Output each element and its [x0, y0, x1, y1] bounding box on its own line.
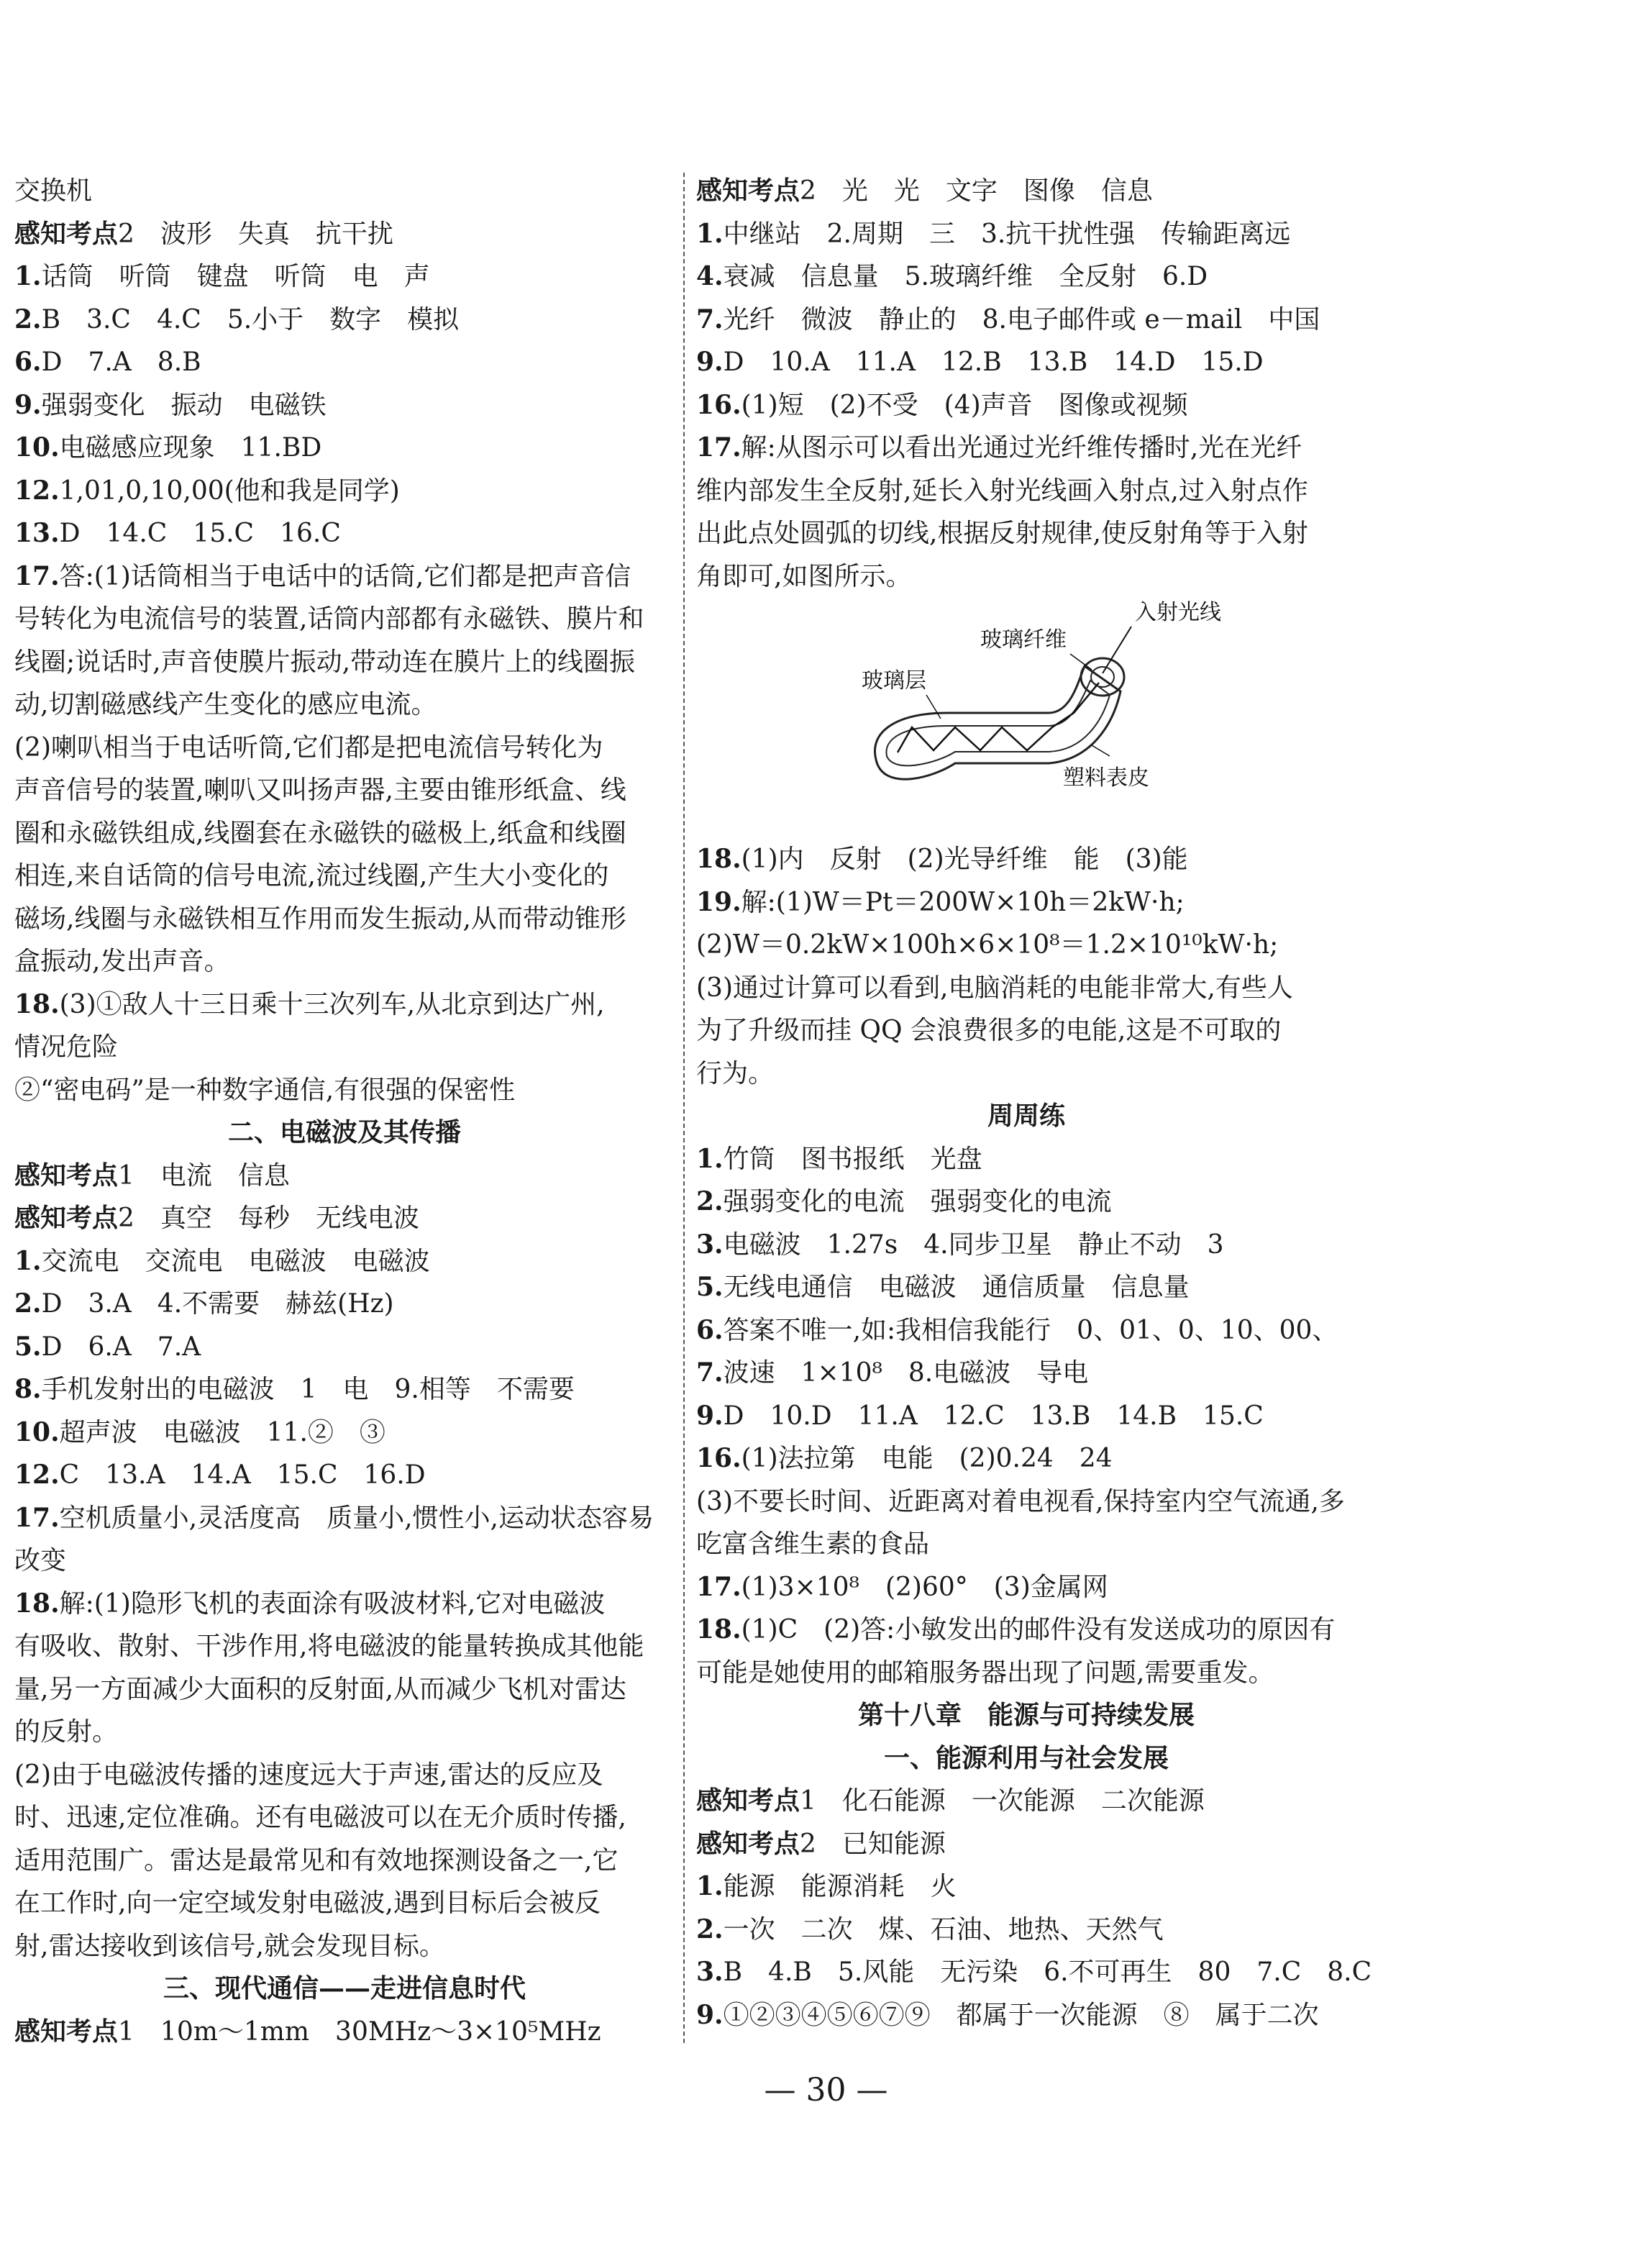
item-label: 9. — [14, 389, 42, 420]
item-label: 5. — [696, 1272, 724, 1302]
item-text: 交换机 — [14, 176, 93, 206]
answer-line — [696, 1437, 1356, 1480]
item-text: D 10.D 11.A 12.C 13.B 14.B 15.C — [723, 1401, 1264, 1431]
answer-line — [14, 1155, 675, 1198]
answer-line — [14, 727, 675, 770]
item-text: 波速 1×10⁸ 8.电磁波 导电 — [723, 1358, 1089, 1388]
answer-line — [14, 427, 675, 470]
item-label: 4. — [696, 261, 724, 291]
item-text: 圈和永磁铁组成,线圈套在永磁铁的磁极上,纸盒和线圈 — [14, 818, 626, 848]
item-text: (2)由于电磁波传播的速度远大于声速,雷达的反应及 — [14, 1760, 603, 1790]
answer-line — [14, 555, 675, 599]
item-label: 17. — [14, 560, 60, 591]
item-label: 17. — [696, 432, 741, 463]
item-label: 9. — [696, 1400, 724, 1431]
label-fiber: 玻璃纤维 — [980, 627, 1067, 652]
answer-line — [14, 1882, 675, 1925]
answer-line — [696, 1309, 1356, 1352]
item-label: 2. — [14, 1288, 42, 1319]
answer-line — [14, 769, 675, 812]
item-text: (1)C (2)答:小敏发出的邮件没有发送成功的原因有 — [741, 1615, 1336, 1644]
item-label: 1. — [14, 261, 42, 291]
item-text: 超声波 电磁波 11.② ③ — [59, 1417, 385, 1447]
answer-line — [696, 1052, 1356, 1096]
answer-line — [14, 1283, 675, 1326]
item-text: 二、电磁波及其传播 — [227, 1117, 461, 1147]
item-text: 解:(1)隐形飞机的表面涂有吸波材料,它对电磁波 — [59, 1588, 606, 1619]
item-text: (1)短 (2)不受 (4)声音 图像或视频 — [741, 390, 1188, 420]
answer-line — [14, 1368, 675, 1411]
item-label: 18. — [696, 1614, 741, 1644]
item-text: 2 真空 每秒 无线电波 — [118, 1204, 419, 1233]
answer-line — [14, 170, 675, 213]
item-text: (1)3×10⁸ (2)60° (3)金属网 — [741, 1572, 1108, 1602]
answer-line — [14, 1197, 675, 1240]
answer-line — [14, 1796, 675, 1839]
item-text: 1 10m～1mm 30MHz～3×10⁵MHz — [118, 2016, 601, 2047]
item-label: 感知考点 — [696, 176, 800, 206]
item-text: 能源 能源消耗 火 — [723, 1872, 957, 1901]
item-text: 一、能源利用与社会发展 — [883, 1742, 1169, 1773]
item-text: 手机发射出的电磁波 1 电 9.相等 不需要 — [41, 1375, 575, 1404]
answer-line — [14, 341, 675, 384]
item-label: 18. — [696, 844, 741, 874]
answer-line — [696, 1909, 1356, 1952]
answer-line — [696, 1523, 1356, 1566]
label-plastic: 塑料表皮 — [1063, 765, 1149, 791]
item-text: 强弱变化的电流 强弱变化的电流 — [723, 1187, 1112, 1216]
label-glass-layer: 玻璃层 — [862, 668, 926, 693]
answer-line — [14, 641, 675, 684]
answer-line — [14, 683, 675, 727]
answer-line — [696, 924, 1356, 967]
answer-line — [696, 1352, 1356, 1395]
item-text: (3)通过计算可以看到,电脑消耗的电能非常大,有些人 — [696, 973, 1293, 1003]
right-column-top — [696, 170, 1356, 598]
item-label: 感知考点 — [14, 1203, 119, 1233]
item-label: 17. — [14, 1502, 60, 1533]
item-label: 2. — [696, 1186, 724, 1216]
item-label: 18. — [14, 988, 60, 1019]
item-label: 19. — [696, 886, 741, 917]
answer-line — [696, 1994, 1356, 2037]
item-label: 18. — [14, 1588, 60, 1619]
item-text: 的反射。 — [14, 1717, 119, 1747]
answer-line — [14, 1497, 675, 1540]
answer-line — [14, 812, 675, 855]
item-text: 磁场,线圈与永磁铁相互作用而发生振动,从而带动锥形 — [14, 904, 626, 934]
section-heading — [696, 1095, 1356, 1138]
item-label: 1. — [696, 1143, 724, 1174]
item-text: D 7.A 8.B — [41, 347, 201, 377]
item-text: 相连,来自话筒的信号电流,流过线圈,产生大小变化的 — [14, 861, 609, 891]
item-label: 感知考点 — [14, 2016, 119, 2047]
answer-line — [696, 967, 1356, 1010]
section-heading — [14, 1111, 675, 1155]
answer-line — [696, 1266, 1356, 1309]
answer-line — [14, 898, 675, 941]
item-label: 1. — [696, 218, 724, 249]
item-text: 1 电流 信息 — [118, 1160, 290, 1191]
item-text: 有吸收、散射、干涉作用,将电磁波的能量转换成其他能 — [14, 1632, 644, 1661]
item-text: B 3.C 4.C 5.小于 数字 模拟 — [41, 304, 460, 335]
item-text: D 10.A 11.A 12.B 13.B 14.D 15.D — [723, 347, 1264, 377]
right-column — [696, 170, 1372, 2037]
answer-line — [14, 384, 675, 427]
answer-line — [14, 1026, 675, 1069]
answer-line — [14, 299, 675, 342]
item-label: 10. — [14, 1416, 60, 1447]
right-column-bottom — [696, 838, 1372, 2037]
leader-glass — [926, 695, 941, 719]
answer-line — [696, 838, 1356, 881]
item-text: 吃富含维生素的食品 — [696, 1529, 930, 1559]
item-text: 改变 — [14, 1546, 67, 1575]
item-text: 适用范围广。雷达是最常见和有效地探测设备之一,它 — [14, 1845, 619, 1875]
item-text: 在工作时,向一定空域发射电磁波,遇到目标后会被反 — [14, 1888, 601, 1918]
item-text: (1)法拉第 电能 (2)0.24 24 — [741, 1444, 1113, 1473]
answer-line — [14, 470, 675, 513]
item-text: 2 已知能源 — [800, 1829, 946, 1859]
item-text: 2 波形 失真 抗干扰 — [118, 219, 393, 249]
item-label: 1. — [696, 1871, 724, 1901]
item-label: 6. — [14, 347, 42, 377]
answer-line — [696, 1395, 1356, 1438]
item-text: C 13.A 14.A 15.C 16.D — [59, 1460, 426, 1490]
item-label: 10. — [14, 432, 60, 463]
item-text: 光纤 微波 静止的 8.电子邮件或 e－mail 中国 — [723, 304, 1320, 335]
item-text: ②“密电码”是一种数字通信,有很强的保密性 — [14, 1075, 516, 1105]
answer-line — [14, 855, 675, 898]
answer-line — [14, 1411, 675, 1455]
item-text: 电磁感应现象 11.BD — [59, 433, 322, 463]
answer-line — [696, 512, 1356, 555]
answer-line — [14, 255, 675, 299]
answer-line — [696, 1609, 1356, 1652]
answer-line — [696, 1180, 1356, 1224]
answer-line — [696, 1480, 1356, 1524]
answer-line — [696, 555, 1356, 599]
item-text: 出此点处圆弧的切线,根据反射规律,使反射角等于入射 — [696, 519, 1308, 548]
item-text: B 4.B 5.风能 无污染 6.不可再生 80 7.C 8.C — [723, 1957, 1372, 1987]
leader-plastic — [1092, 745, 1110, 756]
item-text: 为了升级而挂 QQ 会浪费很多的电能,这是不可取的 — [696, 1016, 1282, 1045]
answer-line — [14, 1754, 675, 1797]
item-text: ①②③④⑤⑥⑦⑨ 都属于一次能源 ⑧ 属于二次 — [723, 2000, 1319, 2030]
item-text: 情况危险 — [14, 1032, 119, 1062]
answer-line — [696, 341, 1356, 384]
incident-ray — [1103, 627, 1131, 673]
section-heading — [14, 1967, 675, 2011]
item-text: (1)内 反射 (2)光导纤维 能 (3)能 — [741, 845, 1188, 874]
answer-line — [14, 512, 675, 555]
answer-line — [14, 1625, 675, 1668]
item-text: 一次 二次 煤、石油、地热、天然气 — [723, 1914, 1164, 1944]
answer-line — [696, 1566, 1356, 1609]
answer-line — [696, 1823, 1356, 1866]
answer-line — [14, 1454, 675, 1497]
answer-line — [696, 384, 1356, 427]
item-text: (2)喇叭相当于电话听筒,它们都是把电流信号转化为 — [14, 732, 603, 763]
item-text: 答案不唯一,如:我相信我能行 0、01、0、10、00、 — [723, 1315, 1338, 1345]
item-label: 感知考点 — [14, 1160, 119, 1191]
answer-line — [696, 427, 1356, 470]
answer-line — [696, 1138, 1356, 1181]
answer-line — [696, 1865, 1356, 1909]
item-label: 13. — [14, 518, 60, 548]
optical-fiber-diagram — [696, 598, 1356, 838]
item-text: 竹筒 图书报纸 光盘 — [723, 1144, 982, 1174]
answer-line — [14, 213, 675, 256]
item-text: 行为。 — [696, 1058, 775, 1088]
item-text: 中继站 2.周期 三 3.抗干扰性强 传输距离远 — [723, 219, 1291, 249]
item-text: D 3.A 4.不需要 赫兹(Hz) — [41, 1289, 394, 1319]
item-label: 7. — [696, 1357, 724, 1388]
item-text: 空机质量小,灵活度高 质量小,惯性小,运动状态容易 — [59, 1503, 654, 1533]
item-text: 号转化为电流信号的装置,话筒内部都有永磁铁、膜片和 — [14, 604, 644, 634]
fiber-end-inner — [1091, 667, 1114, 687]
answer-line — [14, 598, 675, 641]
answer-line — [696, 213, 1356, 256]
item-text: 第十八章 能源与可持续发展 — [857, 1700, 1195, 1730]
item-label: 3. — [696, 1229, 724, 1260]
item-label: 12. — [14, 475, 60, 506]
answer-line — [14, 1069, 675, 1112]
answer-line — [14, 1583, 675, 1626]
item-text: 电磁波 1.27s 4.同步卫星 静止不动 3 — [723, 1229, 1224, 1260]
item-label: 17. — [696, 1571, 741, 1602]
item-label: 2. — [14, 304, 42, 335]
item-text: D 6.A 7.A — [41, 1332, 201, 1362]
item-label: 感知考点 — [696, 1828, 800, 1859]
item-text: 声音信号的装置,喇叭又叫扬声器,主要由锥形纸盒、线 — [14, 775, 626, 805]
section-heading — [696, 1737, 1356, 1780]
answer-line — [696, 470, 1356, 513]
item-label: 1. — [14, 1245, 42, 1276]
answer-line — [14, 1839, 675, 1883]
item-text: 线圈;说话时,声音使膜片振动,带动连在膜片上的线圈振 — [14, 647, 636, 677]
answer-line — [696, 1951, 1372, 1994]
answer-line — [14, 1668, 675, 1711]
item-label: 7. — [696, 304, 724, 335]
left-column — [14, 170, 675, 2053]
item-text: (3)①敌人十三日乘十三次列车,从北京到达广州, — [59, 989, 605, 1019]
answer-line — [14, 1925, 675, 1968]
item-text: 话筒 听筒 键盘 听筒 电 声 — [41, 262, 430, 291]
item-label: 3. — [696, 1957, 724, 1987]
item-text: 2 光 光 文字 图像 信息 — [800, 176, 1153, 206]
item-text: 交流电 交流电 电磁波 电磁波 — [41, 1246, 430, 1276]
answer-line — [14, 1711, 675, 1754]
column-divider — [683, 173, 685, 2043]
item-text: 1 化石能源 一次能源 二次能源 — [800, 1786, 1205, 1816]
answer-line — [696, 1009, 1356, 1052]
answer-line — [696, 255, 1356, 299]
item-text: 周周练 — [987, 1101, 1065, 1131]
item-text: 量,另一方面减少大面积的反射面,从而减少飞机对雷达 — [14, 1674, 626, 1704]
answer-line — [696, 1224, 1356, 1267]
item-label: 16. — [696, 1443, 741, 1473]
item-text: 盒振动,发出声音。 — [14, 947, 230, 976]
item-text: (2)W＝0.2kW×100h×6×10⁸＝1.2×10¹⁰kW·h; — [696, 930, 1279, 960]
fiber-diagram-svg — [854, 598, 1221, 838]
answer-line — [696, 1780, 1356, 1823]
item-text: 射,雷达接收到该信号,就会发现目标。 — [14, 1931, 445, 1961]
page-number: — 30 — — [764, 2072, 888, 2108]
answer-line — [14, 940, 675, 983]
answer-line — [696, 170, 1356, 213]
item-text: D 14.C 15.C 16.C — [59, 519, 341, 548]
answer-line — [14, 1240, 675, 1283]
label-incident: 入射光线 — [1135, 600, 1221, 625]
item-text: 三、现代通信——走进信息时代 — [163, 1973, 526, 2003]
item-label: 2. — [696, 1914, 724, 1944]
item-text: 时、迅速,定位准确。还有电磁波可以在无介质时传播, — [14, 1803, 626, 1832]
item-label: 5. — [14, 1331, 42, 1362]
item-label: 6. — [696, 1314, 724, 1345]
item-label: 9. — [696, 1999, 724, 2030]
item-text: 维内部发生全反射,延长入射光线画入射点,过入射点作 — [696, 476, 1308, 506]
item-label: 感知考点 — [14, 218, 119, 249]
answer-line — [696, 881, 1356, 924]
answer-line — [14, 1539, 675, 1583]
answer-line — [696, 1652, 1356, 1695]
section-heading — [696, 1694, 1356, 1737]
item-text: (3)不要长时间、近距离对着电视看,保持室内空气流通,多 — [696, 1486, 1345, 1516]
item-label: 8. — [14, 1374, 42, 1404]
answer-line — [14, 983, 675, 1027]
item-text: 强弱变化 振动 电磁铁 — [41, 390, 327, 420]
item-text: 答:(1)话筒相当于电话中的话筒,它们都是把声音信 — [59, 561, 631, 591]
answer-line — [696, 299, 1356, 342]
answer-line — [14, 2011, 675, 2054]
item-text: 角即可,如图所示。 — [696, 561, 912, 591]
item-text: 动,切割磁感线产生变化的感应电流。 — [14, 690, 437, 719]
item-label: 12. — [14, 1460, 60, 1490]
item-text: 衰减 信息量 5.玻璃纤维 全反射 6.D — [723, 262, 1208, 291]
item-text: 解:(1)W＝Pt＝200W×10h＝2kW·h; — [741, 887, 1185, 917]
item-text: 1,01,0,10,00(他和我是同学) — [59, 476, 400, 506]
answer-line — [14, 1326, 675, 1369]
item-label: 16. — [696, 389, 741, 420]
item-label: 感知考点 — [696, 1785, 800, 1816]
item-text: 可能是她使用的邮箱服务器出现了问题,需要重发。 — [696, 1657, 1274, 1688]
item-text: 无线电通信 电磁波 通信质量 信息量 — [723, 1273, 1190, 1302]
item-label: 9. — [696, 347, 724, 377]
item-text: 解:从图示可以看出光通过光纤维传播时,光在光纤 — [741, 433, 1302, 463]
